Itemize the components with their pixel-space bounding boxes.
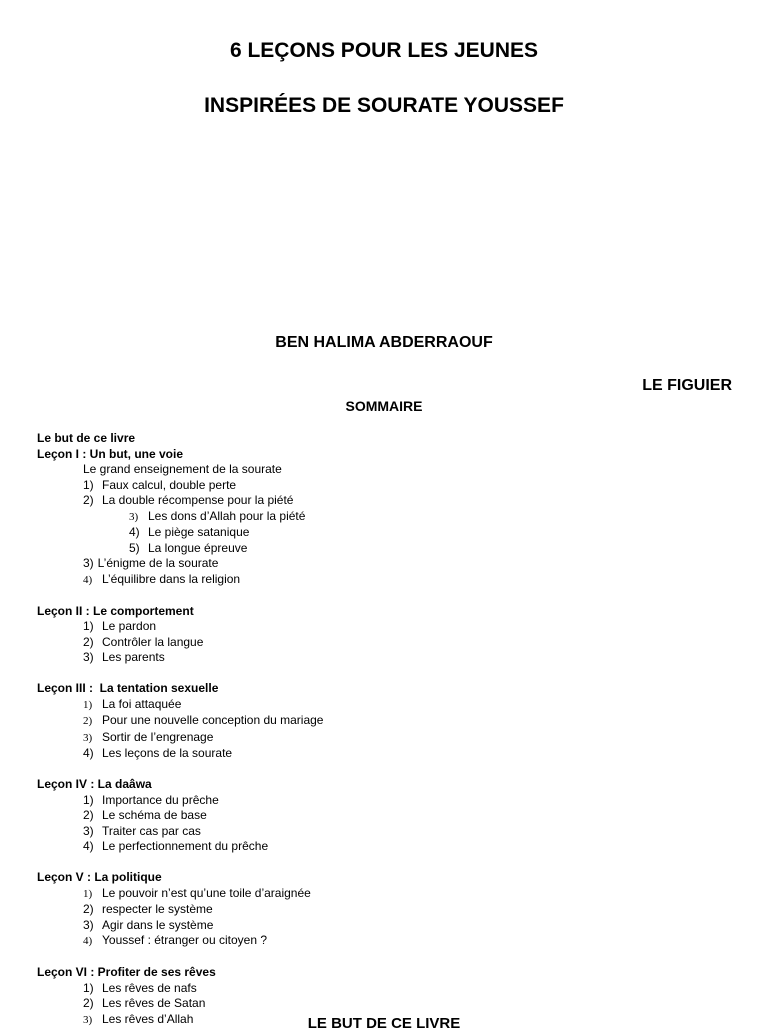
list-item: 4) Le piège satanique [129, 525, 250, 539]
next-section-heading: LE BUT DE CE LIVRE [307, 1015, 461, 1032]
list-item: 1) Faux calcul, double perte [83, 477, 237, 492]
lesson-3-heading: Leçon III : La tentation sexuelle [37, 681, 219, 695]
list-item: 3) Les parents [83, 650, 165, 664]
lesson-1-heading: Leçon I : Un but, une voie [37, 446, 184, 461]
list-item: 3) Sortir de l’engrenage [83, 729, 214, 744]
list-item: 3) L’énigme de la sourate [83, 556, 219, 570]
list-item: 4) Les leçons de la sourate [83, 746, 233, 760]
list-item: 1) La foi attaquée [83, 696, 182, 711]
list-item: 1) Le pardon [83, 619, 157, 633]
list-item: 3) Les rêves d’Allah [83, 1011, 194, 1026]
lesson-1-subtitle: Le grand enseignement de la sourate [83, 462, 282, 476]
book-title-line-1: 6 LEÇONS POUR LES JEUNES [229, 39, 539, 62]
book-title-line-2: INSPIRÉES DE SOURATE YOUSSEF [204, 94, 564, 117]
list-item: 4) Le perfectionnement du prêche [83, 839, 269, 853]
list-item: 1) Les rêves de nafs [83, 980, 197, 995]
list-item: 2) Les rêves de Satan [83, 996, 206, 1010]
toc-intro: Le but de ce livre [37, 431, 136, 445]
list-item: 5) La longue épreuve [129, 540, 248, 555]
lesson-4-heading: Leçon IV : La daâwa [37, 777, 152, 791]
list-item: 2) Contrôler la langue [83, 634, 204, 649]
list-item: 4) Youssef : étranger ou citoyen ? [83, 933, 267, 947]
list-item: 3) Les dons d’Allah pour la piété [129, 508, 306, 523]
list-item: 3) Traiter cas par cas [83, 823, 201, 838]
list-item: 2) respecter le système [83, 902, 213, 916]
author-name: BEN HALIMA ABDERRAOUF [275, 334, 493, 351]
list-item: 2) La double récompense pour la piété [83, 493, 294, 507]
lesson-6-heading: Leçon VI : Profiter de ses rêves [37, 965, 216, 979]
list-item: 1) Le pouvoir n’est qu’une toile d’araignée [83, 885, 311, 900]
toc-title: SOMMAIRE [345, 398, 423, 414]
publisher-name: LE FIGUIER [642, 377, 732, 394]
list-item: 4) L’équilibre dans la religion [83, 571, 241, 586]
table-of-contents [37, 431, 737, 1028]
lesson-5-heading: Leçon V : La politique [37, 870, 162, 884]
list-item: 2) Pour une nouvelle conception du mariage [83, 713, 324, 727]
list-item: 3) Agir dans le système [83, 917, 214, 932]
list-item: 1) Importance du prêche [83, 792, 219, 807]
lesson-2-heading: Leçon II : Le comportement [37, 603, 194, 618]
list-item: 2) Le schéma de base [83, 808, 207, 822]
